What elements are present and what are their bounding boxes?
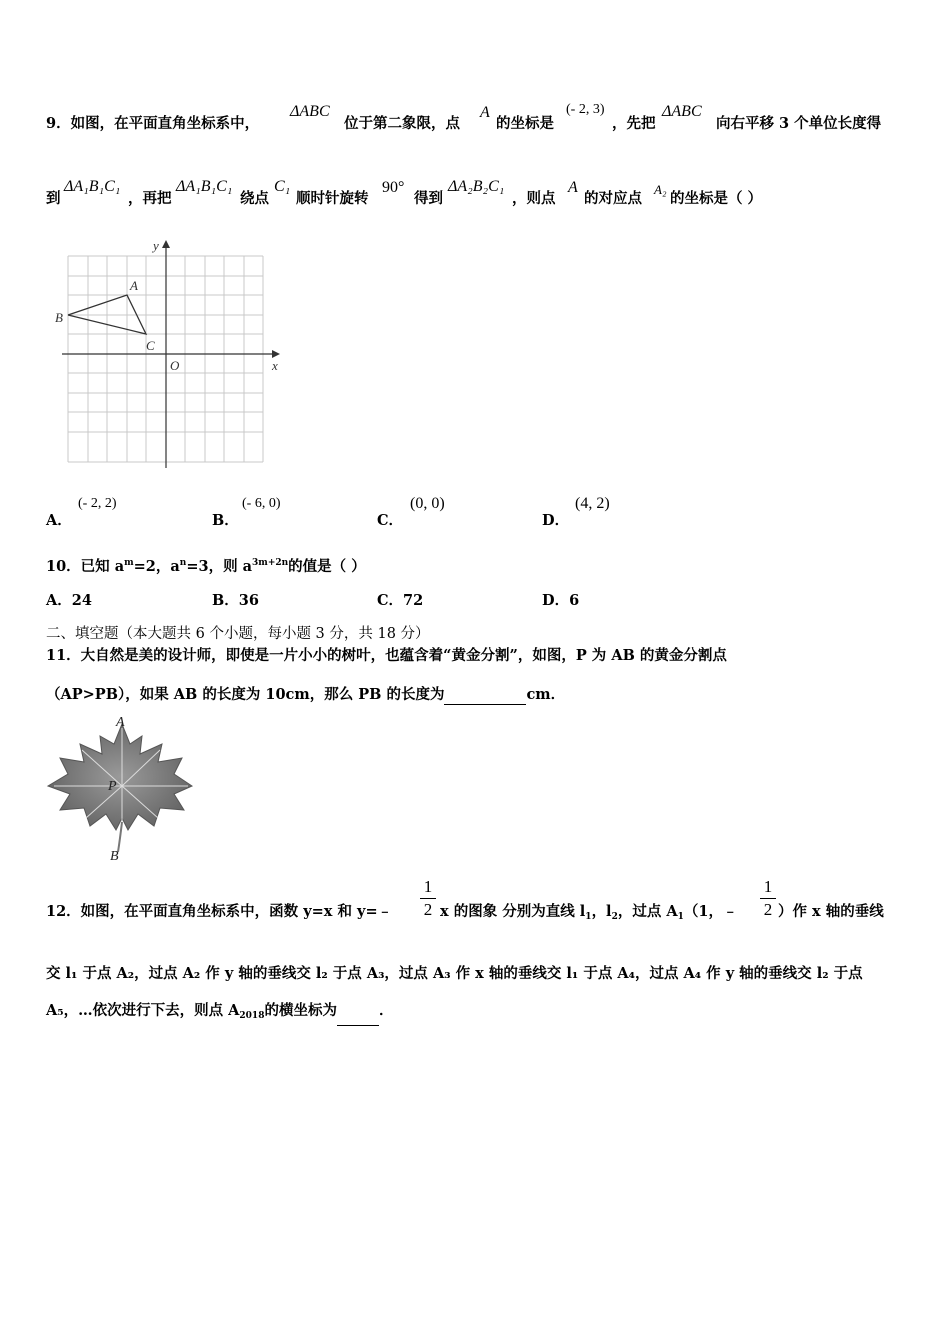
q11-line2-unit: cm． xyxy=(526,686,566,703)
q12-line1-part3: ）作 x 轴的垂线 xyxy=(778,903,884,920)
q12-line3 xyxy=(46,1001,393,1026)
q10-stem-part1: 10．已知 a xyxy=(46,558,125,575)
q9-triangle-a1b1c1: ΔA₁B₁C₁ xyxy=(64,178,121,195)
q9-point-a2: A₂ xyxy=(654,182,667,197)
q9-text-then: ，再把 xyxy=(128,190,172,207)
q12-fraction-1-num: 1 xyxy=(420,876,436,899)
q9-option-d-label: D． xyxy=(542,512,570,529)
q9-text-around: 绕点 xyxy=(240,190,269,207)
q9-triangle-abc-2: ΔABC xyxy=(662,103,702,120)
q10-exp-m: m xyxy=(124,558,134,568)
q11-line2 xyxy=(46,685,565,705)
q9-coord-a: (- 2, 3) xyxy=(566,102,605,117)
q9-option-b-value: (- 6, 0) xyxy=(242,496,281,511)
q9-option-a-label: A． xyxy=(46,512,72,529)
q9-option-d-value: (4, 2) xyxy=(575,495,610,512)
q9-angle-90: 90° xyxy=(382,179,405,196)
q10-exp-n: n xyxy=(179,558,187,568)
q9-point-a-2: A xyxy=(568,179,578,196)
q9-text-to: 到 xyxy=(46,190,61,207)
q11-label-b: B xyxy=(110,849,119,864)
q12-fraction-1-den: 2 xyxy=(423,900,433,919)
q9-label-y: y xyxy=(153,238,159,253)
q9-option-c-label: C． xyxy=(377,512,404,529)
q9-text-quadrant: 位于第二象限，点 xyxy=(344,115,460,132)
q9-number-text: 9．如图，在平面直角坐标系中， xyxy=(46,115,260,132)
q9-label-x: x xyxy=(272,358,278,373)
q11-line2-text: （AP>PB），如果 AB 的长度为 10cm，那么 PB 的长度为 xyxy=(46,686,445,703)
q9-option-a-value: (- 2, 2) xyxy=(78,496,117,511)
q9-point-a: A xyxy=(480,104,490,121)
q12-pass-text: ，过点 A xyxy=(617,903,678,920)
q9-text-coordinate: 的坐标是 xyxy=(496,115,554,132)
q10-stem-part2: =2，a xyxy=(133,558,180,575)
q12-sub-2018: 2018 xyxy=(239,1011,265,1021)
q10-exp-3m2n: 3m+2n xyxy=(252,558,289,568)
q9-x-axis-arrow xyxy=(272,350,280,358)
q9-triangle-a1b1c1-2: ΔA₁B₁C₁ xyxy=(176,178,233,195)
q11-line1: 11．大自然是美的设计师，即使是一片小小的树叶，也蕴含着“黄金分割”，如图，P 为 AB 的黄金分割点 xyxy=(46,647,727,664)
q11-answer-blank xyxy=(444,690,526,705)
q10-option-b: B．36 xyxy=(212,592,259,609)
q12-line3-end: ． xyxy=(378,1002,394,1019)
q9-label-c: C xyxy=(146,338,155,353)
q10-option-d: D．6 xyxy=(542,592,580,609)
q9-y-axis-arrow xyxy=(162,240,170,248)
q9-text-translate: 向右平移 3 个单位长度得 xyxy=(716,115,882,132)
q12-line1-part2 xyxy=(440,902,738,927)
q9-line1 xyxy=(46,114,259,134)
q12-fraction-2-den: 2 xyxy=(763,900,773,919)
q9-text-first: ，先把 xyxy=(612,115,656,132)
q11-leaf-figure xyxy=(42,714,202,864)
q10-stem xyxy=(46,553,366,577)
q9-coordinate-figure xyxy=(50,238,290,468)
q12-sub-1: 1 xyxy=(585,912,592,922)
q9-text-coordinate-is: 的坐标是（ ） xyxy=(670,190,763,207)
q10-option-c: C．72 xyxy=(377,592,424,609)
q9-triangle-a2b2c1: ΔA₂B₂C₁ xyxy=(448,178,505,195)
q9-point-c1: C₁ xyxy=(274,178,291,195)
q9-label-o: O xyxy=(170,358,180,373)
q9-label-a: A xyxy=(130,278,138,293)
q12-fraction-1 xyxy=(420,876,436,921)
q9-label-b: B xyxy=(55,310,63,325)
q9-option-c-value: (0, 0) xyxy=(410,495,445,512)
q9-triangle-abc: ΔABC xyxy=(290,103,330,120)
q11-label-p: P xyxy=(108,779,117,794)
q12-answer-blank xyxy=(337,1011,379,1026)
q11-leaf-shape xyxy=(48,724,192,830)
q12-sub-2: 2 xyxy=(611,912,618,922)
q12-fraction-2-num: 1 xyxy=(760,876,776,899)
q9-text-get: 得到 xyxy=(414,190,443,207)
q9-text-then-point: ，则点 xyxy=(512,190,556,207)
q10-stem-part4: 的值是（ ） xyxy=(288,558,366,575)
section-2-heading: 二、填空题（本大题共 6 个小题，每小题 3 分，共 18 分） xyxy=(46,626,430,642)
q11-label-a: A xyxy=(116,715,125,730)
q12-sub-a1: 1 xyxy=(677,912,684,922)
q12-line1-part1: 12．如图，在平面直角坐标系中，函数 y=x 和 y=﹣ xyxy=(46,903,393,920)
q12-line3-text2: 的横坐标为 xyxy=(264,1002,337,1019)
q10-stem-part3: =3，则 a xyxy=(186,558,253,575)
q12-graph-text: x 的图象 分别为直线 l xyxy=(440,903,586,920)
q9-option-b-label: B． xyxy=(212,512,239,529)
q9-text-rotate: 顺时针旋转 xyxy=(296,190,369,207)
q10-option-a: A．24 xyxy=(46,592,92,609)
q9-text-corresponding: 的对应点 xyxy=(584,190,642,207)
q12-coord-text: （1，﹣ xyxy=(683,903,738,920)
q12-fraction-2 xyxy=(760,876,776,921)
q11-leaf-stem xyxy=(118,822,122,852)
q12-line2: 交 l₁ 于点 A₂，过点 A₂ 作 y 轴的垂线交 l₂ 于点 A₃，过点 A₃ 作 x 轴的垂线交 l₁ 于点 A₄，过点 A₄ 作 y 轴的垂线交 l₂ 于点 xyxy=(46,965,863,982)
q12-line3-text: A₅，…依次进行下去，则点 A xyxy=(46,1002,240,1019)
q12-l2-text: ，l xyxy=(591,903,612,920)
